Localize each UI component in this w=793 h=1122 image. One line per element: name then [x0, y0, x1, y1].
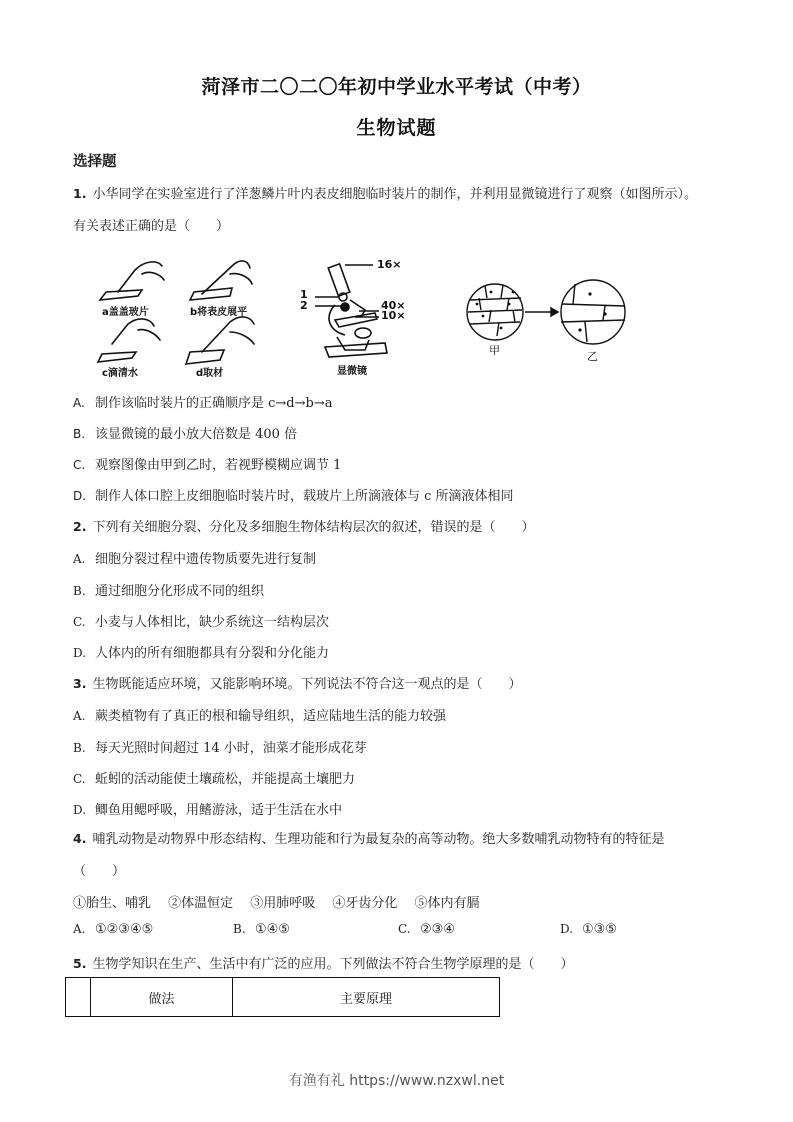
table-header-row: [66, 978, 500, 1017]
section-heading: 选择题: [73, 154, 117, 170]
question-1-stem-line1: 1. 小华同学在实验室进行了洋葱鳞片叶内表皮细胞临时装片的制作，并利用显微镜进行了观察（如图所示）。: [73, 186, 697, 202]
question-1-stem-line2: 有关表述正确的是（ ）: [73, 219, 230, 234]
question-number: 1.: [73, 186, 87, 201]
footer-watermark: 有渔有礼 https://www.nzxwl.net: [288, 1073, 505, 1089]
question-3-option-b[interactable]: B. 每天光照时间超过 14 小时，油菜才能形成花芽: [73, 741, 367, 756]
table-header-cell-principle: 主要原理: [233, 978, 500, 1017]
question-5-stem: 5. 生物学知识在生产、生活中有广泛的应用。下列做法不符合生物学原理的是（ ）: [73, 956, 574, 972]
cell-view-figure: [465, 270, 635, 380]
question-2-option-a[interactable]: A. 细胞分裂过程中遗传物质要先进行复制: [73, 552, 317, 567]
eyepiece-magnification: 16×: [377, 258, 402, 271]
question-4-option-d[interactable]: D. ①③⑤: [560, 922, 617, 937]
microscope-figure: [295, 255, 415, 380]
step-b-label: b将表皮展平: [190, 307, 248, 318]
objective-low-magnification: 10×: [381, 309, 406, 322]
question-1-option-c[interactable]: C. 观察图像由甲到乙时，若视野模糊应调节 1: [73, 458, 342, 473]
question-2-option-d[interactable]: D. 人体内的所有细胞都具有分裂和分化能力: [73, 646, 330, 661]
slide-preparation-steps-figure: [90, 252, 280, 377]
objective-high-magnification: 40×: [381, 299, 406, 312]
step-a-label: a盖盖玻片: [102, 307, 149, 318]
microscope-caption: 显微镜: [337, 366, 367, 377]
question-3-option-a[interactable]: A. 蕨类植物有了真正的根和输导组织，适应陆地生活的能力较强: [73, 709, 447, 724]
question-4-option-a[interactable]: A. ①②③④⑤: [73, 922, 154, 937]
question-3-option-d[interactable]: D. 鲫鱼用鳃呼吸，用鳍游泳，适于生活在水中: [73, 803, 343, 818]
question-2-option-c[interactable]: C. 小麦与人体相比，缺少系统这一结构层次: [73, 615, 330, 630]
table-header-cell-index: [66, 978, 91, 1017]
step-d-label: d取材: [196, 368, 224, 379]
question-4-features: ①胎生、哺乳 ②体温恒定 ③用肺呼吸 ④牙齿分化 ⑤体内有膈: [73, 896, 480, 911]
question-2-option-b[interactable]: B. 通过细胞分化形成不同的组织: [73, 584, 265, 599]
question-4-stem-line1: 4. 哺乳动物是动物界中形态结构、生理功能和行为最复杂的高等动物。绝大多数哺乳动物特有的特征是: [73, 831, 665, 847]
question-2-stem: 2. 下列有关细胞分裂、分化及多细胞生物体结构层次的叙述，错误的是（ ）: [73, 519, 535, 535]
view-yi-label: 乙: [587, 350, 598, 363]
question-4-stem-line2: （ ）: [73, 864, 126, 879]
practice-principle-table: [65, 977, 500, 1017]
microscope-part-2-label: 2: [300, 299, 308, 312]
question-4-option-c[interactable]: C. ②③④: [398, 922, 455, 937]
question-1-option-d[interactable]: D. 制作人体口腔上皮细胞临时装片时，载玻片上所滴液体与 c 所滴液体相同: [73, 489, 514, 504]
question-1-option-a[interactable]: A. 制作该临时装片的正确顺序是 c→d→b→a: [73, 396, 333, 411]
question-1-option-b[interactable]: B. 该显微镜的最小放大倍数是 400 倍: [73, 427, 298, 442]
question-4-options: [73, 922, 733, 940]
step-c-label: c滴清水: [102, 368, 138, 379]
question-3-option-c[interactable]: C. 蚯蚓的活动能使土壤疏松，并能提高土壤肥力: [73, 772, 356, 787]
exam-title: 菏泽市二〇二〇年初中学业水平考试（中考）: [201, 76, 592, 98]
table-header-cell-practice: 做法: [91, 978, 233, 1017]
view-jia-label: 甲: [489, 344, 500, 357]
question-4-option-b[interactable]: B. ①④⑤: [233, 922, 290, 937]
question-3-stem: 3. 生物既能适应环境，又能影响环境。下列说法不符合这一观点的是（ ）: [73, 676, 522, 692]
microscope-part-1-label: 1: [300, 288, 308, 301]
exam-subtitle: 生物试题: [356, 117, 437, 139]
